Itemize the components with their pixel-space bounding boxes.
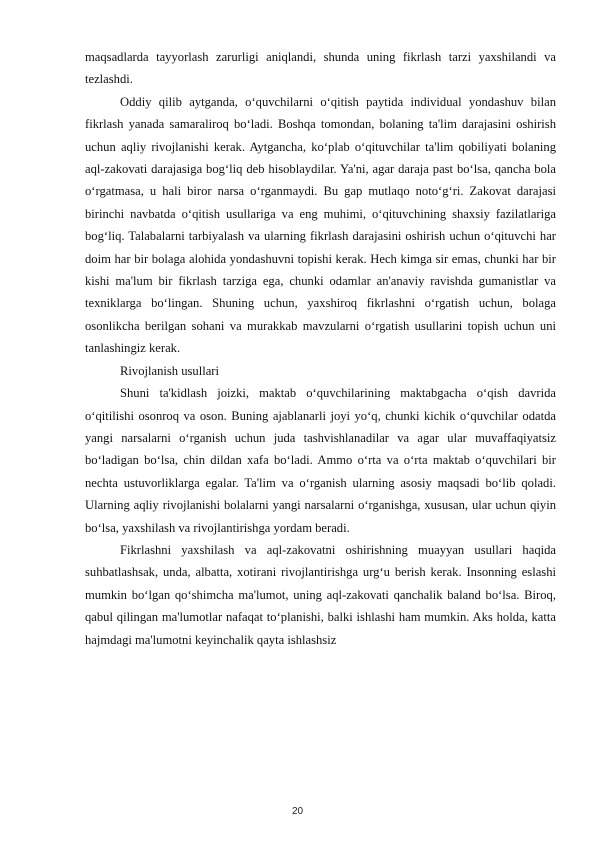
paragraph-continuation: maqsadlarda tayyorlash zarurligi aniqlandi, shunda uning fikrlash tarzi yaxshilandi va tezlashdi.: [85, 50, 556, 87]
document-page: [85, 46, 556, 651]
paragraph-individual-approach: Oddiy qilib aytganda, o‘quvchilarni o‘qitish paytida individual yondashuv bilan fikrlash yanada samaraliroq bo‘ladi. Boshqa tomondan, bolaning ta'lim darajasini oshirish uchun aqliy rivojlanishi kerak. Aytgancha, ko‘plab o‘qituvchilar ta'lim qobiliyati bolaning aql-zakovati darajasiga bog‘liq deb hisoblaydilar. Ya'ni, agar daraja past bo‘lsa, qancha bola o‘rgatmasa, u hali biror narsa o‘rganmaydi. Bu gap mutlaqo noto‘g‘ri. Zakovat darajasi birinchi navbatda o‘qitish usullariga va eng muhimi, o‘qituvchining shaxsiy fazilatlariga bog‘liq. Talabalarni tarbiyalash va ularning fikrlash darajasini oshirish uchun o‘qituvchi har doim har bir bolaga alohida yondashuvni topishi kerak. Hech kimga sir emas, chunki har bir kishi ma'lum bir fikrlash tarziga ega, chunki odamlar an'anaviy ravishda gumanistlar va texniklarga bo‘lingan. Shuning uchun, yaxshiroq fikrlashni o‘rgatish uchun, bolaga osonlikcha berilgan sohani va murakkab mavzularni o‘rgatish usullarini topish uchun uni tanlashingiz kerak.: [85, 94, 556, 356]
paragraph-memory-development: Fikrlashni yaxshilash va aql-zakovatni oshirishning muayyan usullari haqida suhbatlashsak, unda, albatta, xotirani rivojlantirishga urg‘u berish kerak. Insonning eslashi mumkin bo‘lgan qo‘shimcha ma'lumot, uning aql-zakovati qanchalik baland bo‘lsa. Biroq, qabul qilingan ma'lumotlar nafaqat to‘planishi, balki ishlashi ham mumkin. Aks holda, katta hajmdagi ma'lumotni keyinchalik qayta ishlashsiz: [85, 542, 556, 647]
page-number: 20: [291, 806, 304, 817]
section-heading: Rivojlanish usullari: [120, 363, 219, 378]
paragraph-school-pupils: Shuni ta'kidlash joizki, maktab o‘quvchilarining maktabgacha o‘qish davrida o‘qitilishi osonroq va oson. Buning ajablanarli joyi yo‘q, chunki kichik o‘quvchilar odatda yangi narsalarni o‘rganish uchun juda tashvishlanadilar va agar ular muvaffaqiyatsiz bo‘ladigan bo‘lsa, chin dildan xafa bo‘ladi. Ammo o‘rta va o‘rta maktab o‘quvchilari bir nechta ustuvorliklarga egalar. Ta'lim va o‘rganish ularning asosiy maqsadi bo‘lib qoladi. Ularning aqliy rivojlanishi bolalarni yangi narsalarni o‘rganishga, xususan, ular uchun qiyin bo‘lsa, yaxshilash va rivojlantirishga yordam beradi.: [85, 386, 556, 535]
